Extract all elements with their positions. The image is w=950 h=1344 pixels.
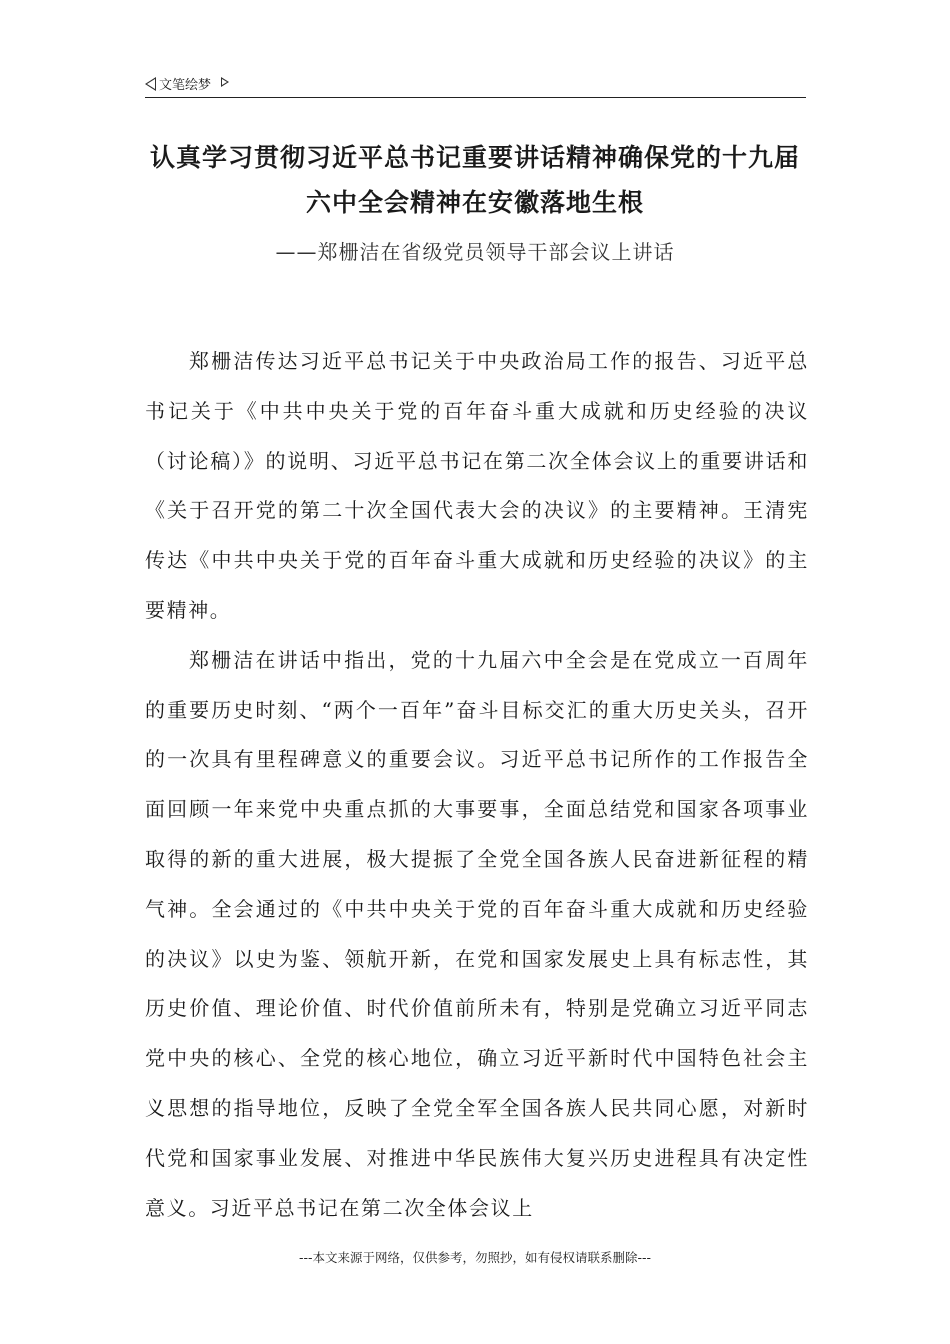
footer-notice: ---本文来源于网络，仅供参考，勿照抄，如有侵权请联系删除--- (298, 1250, 652, 1265)
triangle-right-icon (221, 77, 229, 87)
body-paragraph-2: 郑栅洁在讲话中指出，党的十九届六中全会是在党成立一百周年的重要历史时刻、“两个一百年”奋斗目标交汇的重大历史关头，召开的一次具有里程碑意义的重要会议。习近平总书记所作的工作报告全面回顾一年来党中央重点抓的大事要事，全面总结党和国家各项事业取得的新的重大进展，极大提振了全党全国各族人民奋进新征程的精气神。全会通过的《中共中央关于党的百年奋斗重大成就和历史经验的决议》以史为鉴、领航开新，在党和国家发展史上具有标志性，其历史价值、理论价值、时代价值前所未有，特别是党确立习近平同志党中央的核心、全党的核心地位，确立习近平新时代中国特色社会主义思想的指导地位，反映了全党全军全国各族人民共同心愿，对新时代党和国家事业发展、对推进中华民族伟大复兴历史进程具有决定性意义。习近平总书记在第二次全体会议上 (145, 647, 809, 1220)
document-title-line-1: 认真学习贯彻习近平总书记重要讲话精神确保党的十九届 (149, 143, 800, 172)
page-header (145, 72, 806, 98)
document-body (145, 337, 809, 1233)
header-divider (145, 97, 806, 98)
body-paragraph-1: 郑栅洁传达习近平总书记关于中央政治局工作的报告、习近平总书记关于《中共中央关于党的百年奋斗重大成就和历史经验的决议（讨论稿）》的说明、习近平总书记在第二次全体会议上的重要讲话和《关于召开党的第二十次全国代表大会的决议》的主要精神。王清宪传达《中共中央关于党的百年奋斗重大成就和历史经验的决议》的主要精神。 (145, 349, 809, 622)
header-brand (145, 74, 229, 93)
triangle-left-icon (145, 77, 156, 91)
document-title-line-2: 六中全会精神在安徽落地生根 (305, 188, 644, 217)
brand-label: 文笔绘梦 (159, 78, 212, 93)
document-subtitle: ——郑栅洁在省级党员领导干部会议上讲话 (275, 240, 675, 264)
